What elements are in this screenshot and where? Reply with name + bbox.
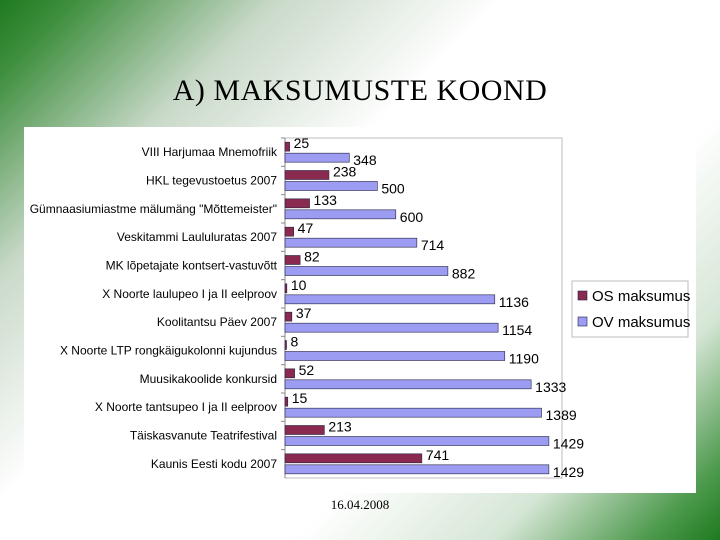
data-label-os: 82 <box>304 248 320 265</box>
category-label: VIII Harjumaa Mnemofriik <box>141 145 277 160</box>
data-label-ov: 1429 <box>552 463 585 480</box>
bar-ov <box>285 465 549 474</box>
category-label: MK lõpetajate kontsert-vastuvõtt <box>105 258 277 273</box>
category-label: Veskitammi Laululuratas 2007 <box>116 230 277 245</box>
bar-ov <box>285 323 498 332</box>
bar-os <box>285 171 329 180</box>
bar-os <box>285 227 294 236</box>
bar-os <box>285 256 300 265</box>
bar-os <box>285 397 288 406</box>
data-label-ov: 600 <box>399 208 424 225</box>
data-label-ov: 1154 <box>502 322 533 339</box>
bar-ov <box>285 153 349 162</box>
bar-os <box>285 284 287 293</box>
category-label: Muusikakoolide konkursid <box>139 371 277 386</box>
data-label-ov: 348 <box>353 152 377 169</box>
data-label-os: 37 <box>295 305 312 322</box>
bar-ov <box>285 295 495 304</box>
category-label: X Noorte laulupeo I ja II eelproov <box>102 286 277 301</box>
data-label-ov: 882 <box>451 265 476 282</box>
bar-ov <box>285 408 542 417</box>
bar-ov <box>285 267 448 276</box>
legend-label-os: OS maksumus <box>592 288 691 305</box>
data-label-os: 15 <box>291 390 308 407</box>
bar-os <box>285 341 287 350</box>
slide-title: A) MAKSUMUSTE KOOND <box>172 74 548 107</box>
bar-os <box>285 454 422 463</box>
bar-os <box>285 199 310 208</box>
bar-ov <box>285 380 531 389</box>
legend-label-ov: OV maksumus <box>592 314 691 331</box>
data-label-os: 25 <box>293 135 310 152</box>
bar-ov <box>285 437 549 446</box>
slide-date: 16.04.2008 <box>330 497 390 512</box>
legend-swatch-ov <box>578 317 587 326</box>
data-label-os: 47 <box>297 220 314 237</box>
category-label: X Noorte LTP rongkäigukolonni kujundus <box>59 343 277 358</box>
bar-os <box>285 426 324 435</box>
category-label: Gümnaasiumiastme mälumäng "Mõttemeister" <box>29 201 277 216</box>
legend-swatch-os <box>578 291 587 300</box>
data-label-ov: 1389 <box>545 407 577 424</box>
bar-chart <box>24 127 696 493</box>
category-label: X Noorte tantsupeo I ja II eelproov <box>94 400 277 415</box>
bar-os <box>285 142 290 151</box>
bar-ov <box>285 210 396 219</box>
bar-ov <box>285 352 505 361</box>
data-label-os: 8 <box>290 333 299 350</box>
bar-os <box>285 369 295 378</box>
data-label-ov: 1333 <box>535 378 567 395</box>
data-label-os: 133 <box>313 191 337 208</box>
data-label-ov: 714 <box>420 237 445 254</box>
bar-os <box>285 312 292 321</box>
category-label: HKL tegevustoetus 2007 <box>146 173 277 188</box>
bar-ov <box>285 182 377 191</box>
category-label: Kaunis Eesti kodu 2007 <box>150 456 277 471</box>
data-label-os: 10 <box>290 276 307 293</box>
data-label-os: 213 <box>328 418 352 435</box>
data-label-os: 238 <box>332 163 357 180</box>
data-label-ov: 1190 <box>508 350 539 367</box>
chart-panel <box>24 127 696 493</box>
data-label-os: 741 <box>425 446 450 463</box>
bar-ov <box>285 238 417 247</box>
data-label-os: 52 <box>298 361 315 378</box>
category-label: Täiskasvanute Teatrifestival <box>129 428 277 443</box>
data-label-ov: 1429 <box>552 435 585 452</box>
data-label-ov: 500 <box>381 180 405 197</box>
data-label-ov: 1136 <box>498 293 529 310</box>
category-label: Koolitantsu Päev 2007 <box>156 315 277 330</box>
